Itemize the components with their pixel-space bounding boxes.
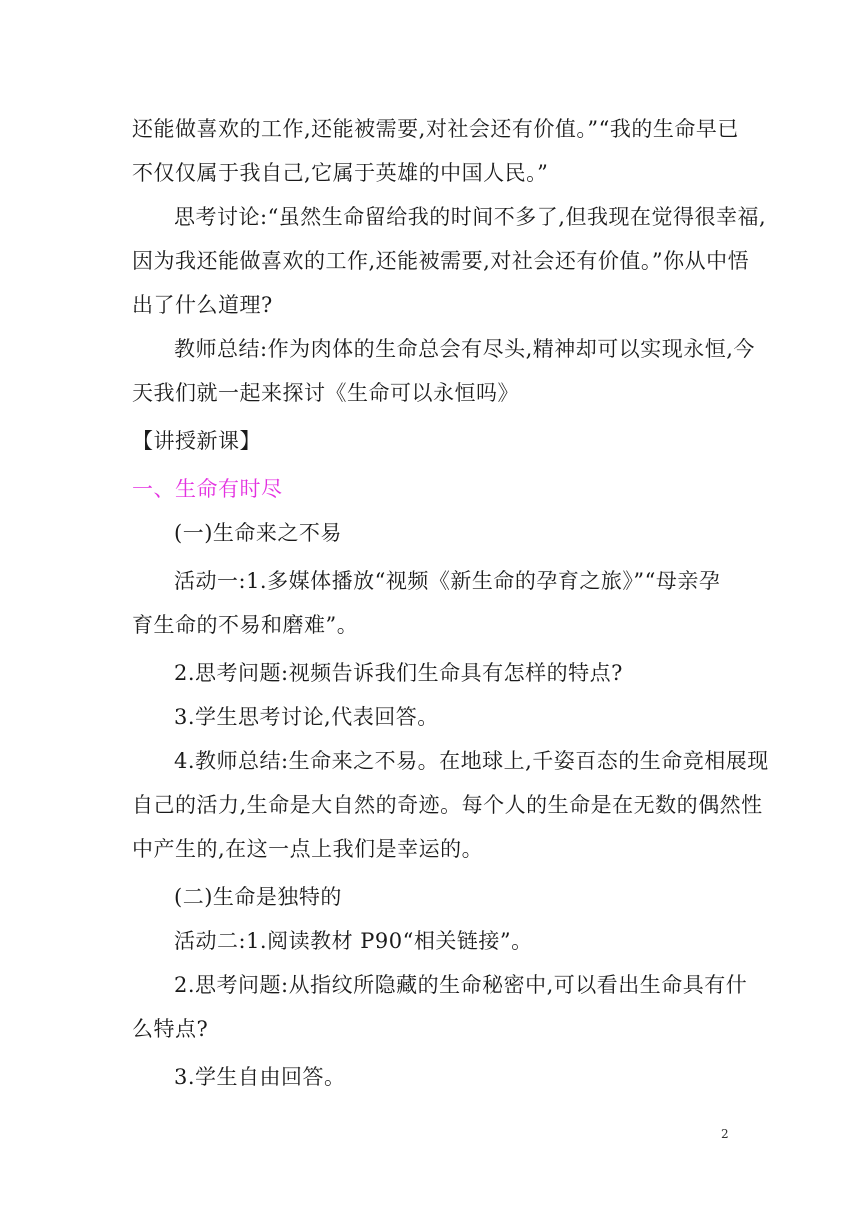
subsection-heading: (二)生命是独特的 xyxy=(174,885,342,909)
text-line: 不仅仅属于我自己,它属于英雄的中国人民。” xyxy=(132,161,549,185)
list-item: 3.学生自由回答。 xyxy=(174,1065,346,1089)
discussion-paragraph: 思考讨论:“虽然生命留给我的时间不多了,但我现在觉得很幸福, xyxy=(174,205,767,229)
text-line: 自己的活力,生命是大自然的奇迹。每个人的生命是在无数的偶然性 xyxy=(132,793,763,817)
text-line: 么特点? xyxy=(132,1017,209,1041)
text-line: 出了什么道理? xyxy=(132,293,273,317)
text-line: 中产生的,在这一点上我们是幸运的。 xyxy=(132,837,484,861)
text-line: 育生命的不易和磨难”。 xyxy=(132,613,359,637)
list-item: 2.思考问题:从指纹所隐藏的生命秘密中,可以看出生命具有什 xyxy=(174,973,748,997)
subsection-heading: (一)生命来之不易 xyxy=(174,521,342,545)
list-item: 3.学生思考讨论,代表回答。 xyxy=(174,705,439,729)
section-heading: 一、生命有时尽 xyxy=(132,477,283,501)
activity-one: 活动一:1.多媒体播放“视频《新生命的孕育之旅》”“母亲孕 xyxy=(174,569,721,593)
section-label: 【讲授新课】 xyxy=(132,429,261,453)
text-line: 因为我还能做喜欢的工作,还能被需要,对社会还有价值。”你从中悟 xyxy=(132,249,750,273)
list-item: 4.教师总结:生命来之不易。在地球上,千姿百态的生命竞相展现 xyxy=(174,749,769,773)
teacher-summary-paragraph: 教师总结:作为肉体的生命总会有尽头,精神却可以实现永恒,今 xyxy=(174,337,755,361)
list-item: 2.思考问题:视频告诉我们生命具有怎样的特点? xyxy=(174,661,623,685)
text-line: 还能做喜欢的工作,还能被需要,对社会还有价值。”“我的生命早已 xyxy=(132,117,739,141)
page-number: 2 xyxy=(721,1127,729,1141)
text-line: 天我们就一起来探讨《生命可以永恒吗》 xyxy=(132,381,519,405)
activity-two: 活动二:1.阅读教材 P90“相关链接”。 xyxy=(174,929,533,953)
